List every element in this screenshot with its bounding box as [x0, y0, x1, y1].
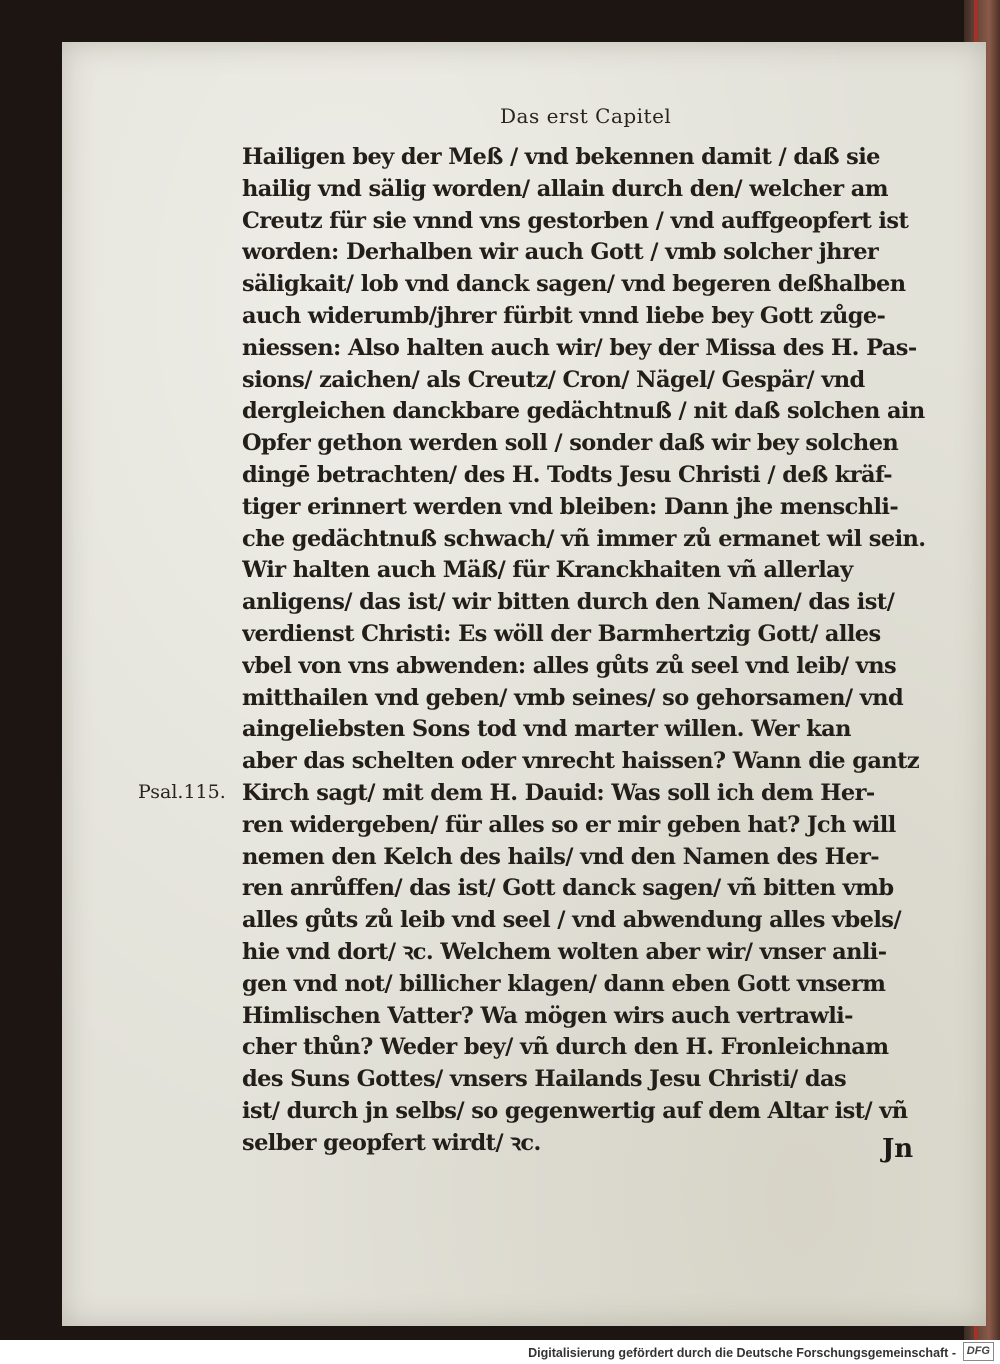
- text-line: che gedächtnuß schwach/ vñ immer zů ermanet wil sein.: [242, 525, 926, 552]
- text-line: Himlischen Vatter? Wa mögen wirs auch vertrawli-: [242, 1002, 853, 1029]
- text-line: alles gůts zů leib vnd seel / vnd abwendung alles vbels/: [242, 907, 901, 934]
- text-line: auch widerumb/jhrer fürbit vnnd liebe bey Gott zůge-: [242, 302, 886, 329]
- margin-note: Psal.115.: [138, 781, 226, 803]
- text-line: Wir halten auch Mäß/ für Kranckhaiten vñ allerlay: [242, 557, 853, 584]
- text-line: nemen den Kelch des hails/ vnd den Namen des Her-: [242, 843, 879, 870]
- text-line: dergleichen danckbare gedächtnuß / nit daß solchen ain: [242, 398, 925, 425]
- text-line: ist/ durch jn selbs/ so gegenwertig auf dem Altar ist/ vñ: [242, 1097, 908, 1124]
- text-line: hie vnd dort/ ꝛc. Welchem wolten aber wir/ vnser anli-: [242, 938, 887, 965]
- text-line: aingeliebsten Sons tod vnd marter willen. Wer kan: [242, 716, 851, 743]
- text-line: sions/ zaichen/ als Creutz/ Cron/ Nägel/ Gespär/ vnd: [242, 366, 865, 393]
- text-line: niessen: Also halten auch wir/ bey der Missa des H. Pas-: [242, 334, 917, 361]
- dfg-logo: DFG: [963, 1342, 994, 1361]
- text-line: ren anrůffen/ das ist/ Gott danck sagen/ vñ bitten vmb: [242, 875, 894, 902]
- text-line: anligens/ das ist/ wir bitten durch den Namen/ das ist/: [242, 589, 895, 616]
- text-line: des Suns Gottes/ vnsers Hailands Jesu Christi/ das: [242, 1066, 847, 1093]
- text-line: Creutz für sie vnnd vns gestorben / vnd auffgeopfert ist: [242, 207, 909, 234]
- text-line: mitthailen vnd geben/ vmb seines/ so gehorsamen/ vnd: [242, 684, 904, 711]
- text-line: ren widergeben/ für alles so er mir geben hat? Jch will: [242, 811, 896, 838]
- running-head: Das erst Capitel: [500, 104, 672, 128]
- text-line: Opfer gethon werden soll / sonder daß wir bey solchen: [242, 430, 899, 457]
- text-line: dingē betrachten/ des H. Todts Jesu Christi / deß kräf-: [242, 461, 893, 488]
- text-line: hailig vnd sälig worden/ allain durch den/ welcher am: [242, 175, 888, 202]
- body-text: [242, 142, 932, 1160]
- text-line: vbel von vns abwenden: alles gůts zů seel vnd leib/ vns: [242, 652, 897, 679]
- text-line: selber geopfert wirdt/ ꝛc.: [242, 1129, 541, 1156]
- text-line: Kirch sagt/ mit dem H. Dauid: Was soll ich dem Her-: [242, 779, 875, 806]
- catchword: Jn: [882, 1134, 914, 1164]
- text-line: aber das schelten oder vnrecht haissen? Wann die gantz: [242, 748, 920, 775]
- footer-credit: Digitalisierung gefördert durch die Deutsche Forschungsgemeinschaft -: [528, 1346, 956, 1360]
- footer-bar: [0, 1340, 1000, 1364]
- text-line: Hailigen bey der Meß / vnd bekennen damit / daß sie: [242, 144, 880, 170]
- text-line: verdienst Christi: Es wöll der Barmhertzig Gott/ alles: [242, 620, 881, 647]
- text-line: cher thůn? Weder bey/ vñ durch den H. Fronleichnam: [242, 1034, 889, 1061]
- text-line: gen vnd not/ billicher klagen/ dann eben Gott vnserm: [242, 970, 886, 997]
- text-line: worden: Derhalben wir auch Gott / vmb solcher jhrer: [242, 239, 879, 266]
- text-line: säligkait/ lob vnd danck sagen/ vnd begeren deßhalben: [242, 271, 906, 298]
- text-line: tiger erinnert werden vnd bleiben: Dann jhe menschli-: [242, 493, 899, 520]
- book-page: [62, 42, 986, 1326]
